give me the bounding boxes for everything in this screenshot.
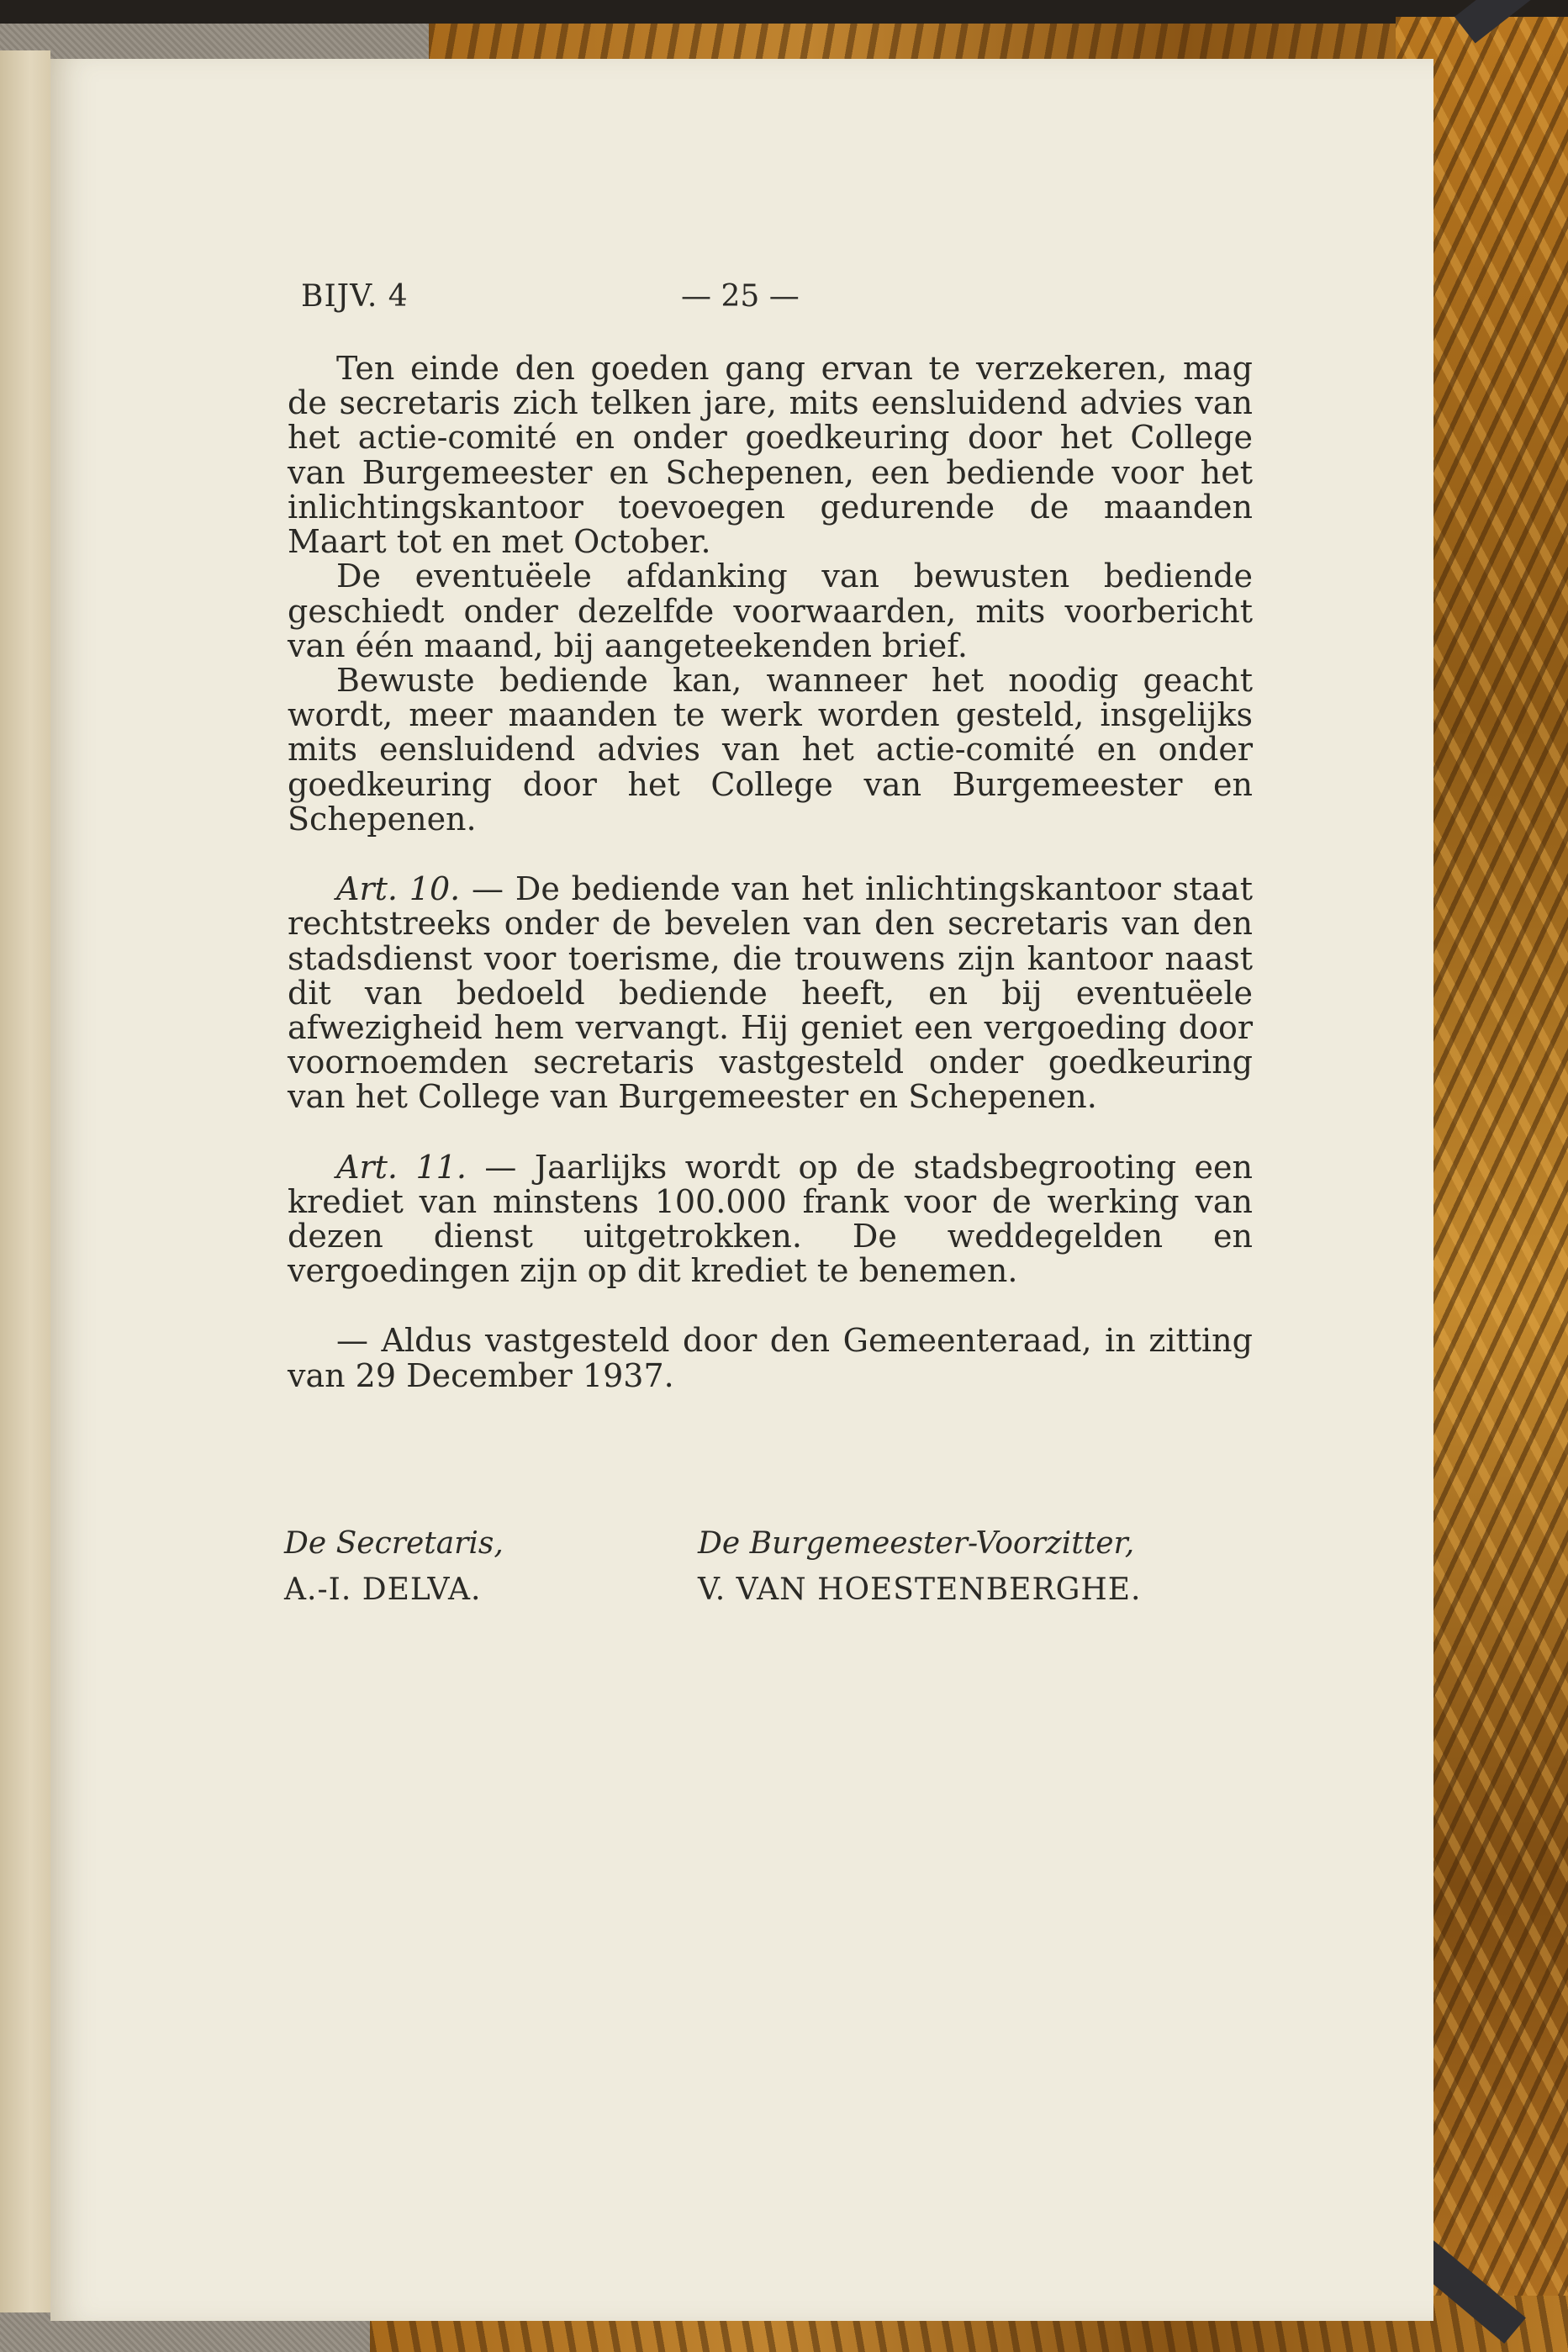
appendix-label: BIJV. 4 <box>301 279 409 314</box>
article-10-text: — De bediende van het inlichtingskantoor staat rechtstreeks onder de bevelen van den secretaris van den stadsdienst voor toerisme, die trouwens zijn kantoor naast dit van bedoeld bediende heeft, en bij eventuëele afwezigheid hem vervangt. Hij geniet een vergoeding door voornoemden secretaris vastgesteld onder goedkeuring van het College van Burgemeester en Schepenen. <box>288 870 1253 1116</box>
body-text <box>288 351 1253 1393</box>
secretary-role: De Secretaris, <box>284 1526 504 1561</box>
page-number: — 25 — <box>681 279 800 314</box>
mayor-name: V. VAN HOESTENBERGHE. <box>698 1572 1142 1607</box>
signature-secretary <box>284 1526 504 1607</box>
top-background-band <box>0 0 1568 25</box>
article-11 <box>288 1150 1253 1289</box>
page-header <box>50 279 1433 330</box>
paragraph-2: De eventuëele afdanking van bewusten bediende geschiedt onder dezelfde voorwaarden, mits voorbericht van één maand, bij aangeteekenden brief. <box>288 558 1253 664</box>
article-10-label: Art. 10. <box>336 870 461 908</box>
article-11-text: — Jaarlijks wordt op de stadsbegrooting een krediet van minstens 100.000 frank voor de werking van dezen dienst uitgetrokken. De weddegelden en vergoedingen zijn op dit krediet te benemen. <box>288 1148 1253 1290</box>
closing-statement: — Aldus vastgesteld door den Gemeenteraad, in zitting van 29 December 1937. <box>288 1322 1253 1394</box>
paragraph-1: Ten einde den goeden gang ervan te verzekeren, mag de secretaris zich telken jare, mits eensluidend advies van het actie-comité en onder goedkeuring door het College van Burgemeester en Schepenen, een bediende voor het inlichtingskantoor toevoegen gedurende de maanden Maart tot en met October. <box>288 350 1253 561</box>
article-10 <box>288 872 1253 1115</box>
article-11-label: Art. 11. <box>336 1148 467 1186</box>
signature-mayor <box>698 1526 1141 1607</box>
document-page <box>50 59 1433 2321</box>
paragraph-3: Bewuste bediende kan, wanneer het noodig geacht wordt, meer maanden te werk worden gesteld, insgelijks mits eensluidend advies van het actie-comité en onder goedkeuring door het College van Burgemeester en Schepenen. <box>288 661 1253 838</box>
secretary-name: A.-I. DELVA. <box>284 1572 482 1607</box>
left-page-edge <box>0 50 50 2312</box>
mayor-role: De Burgemeester-Voorzitter, <box>698 1526 1135 1561</box>
